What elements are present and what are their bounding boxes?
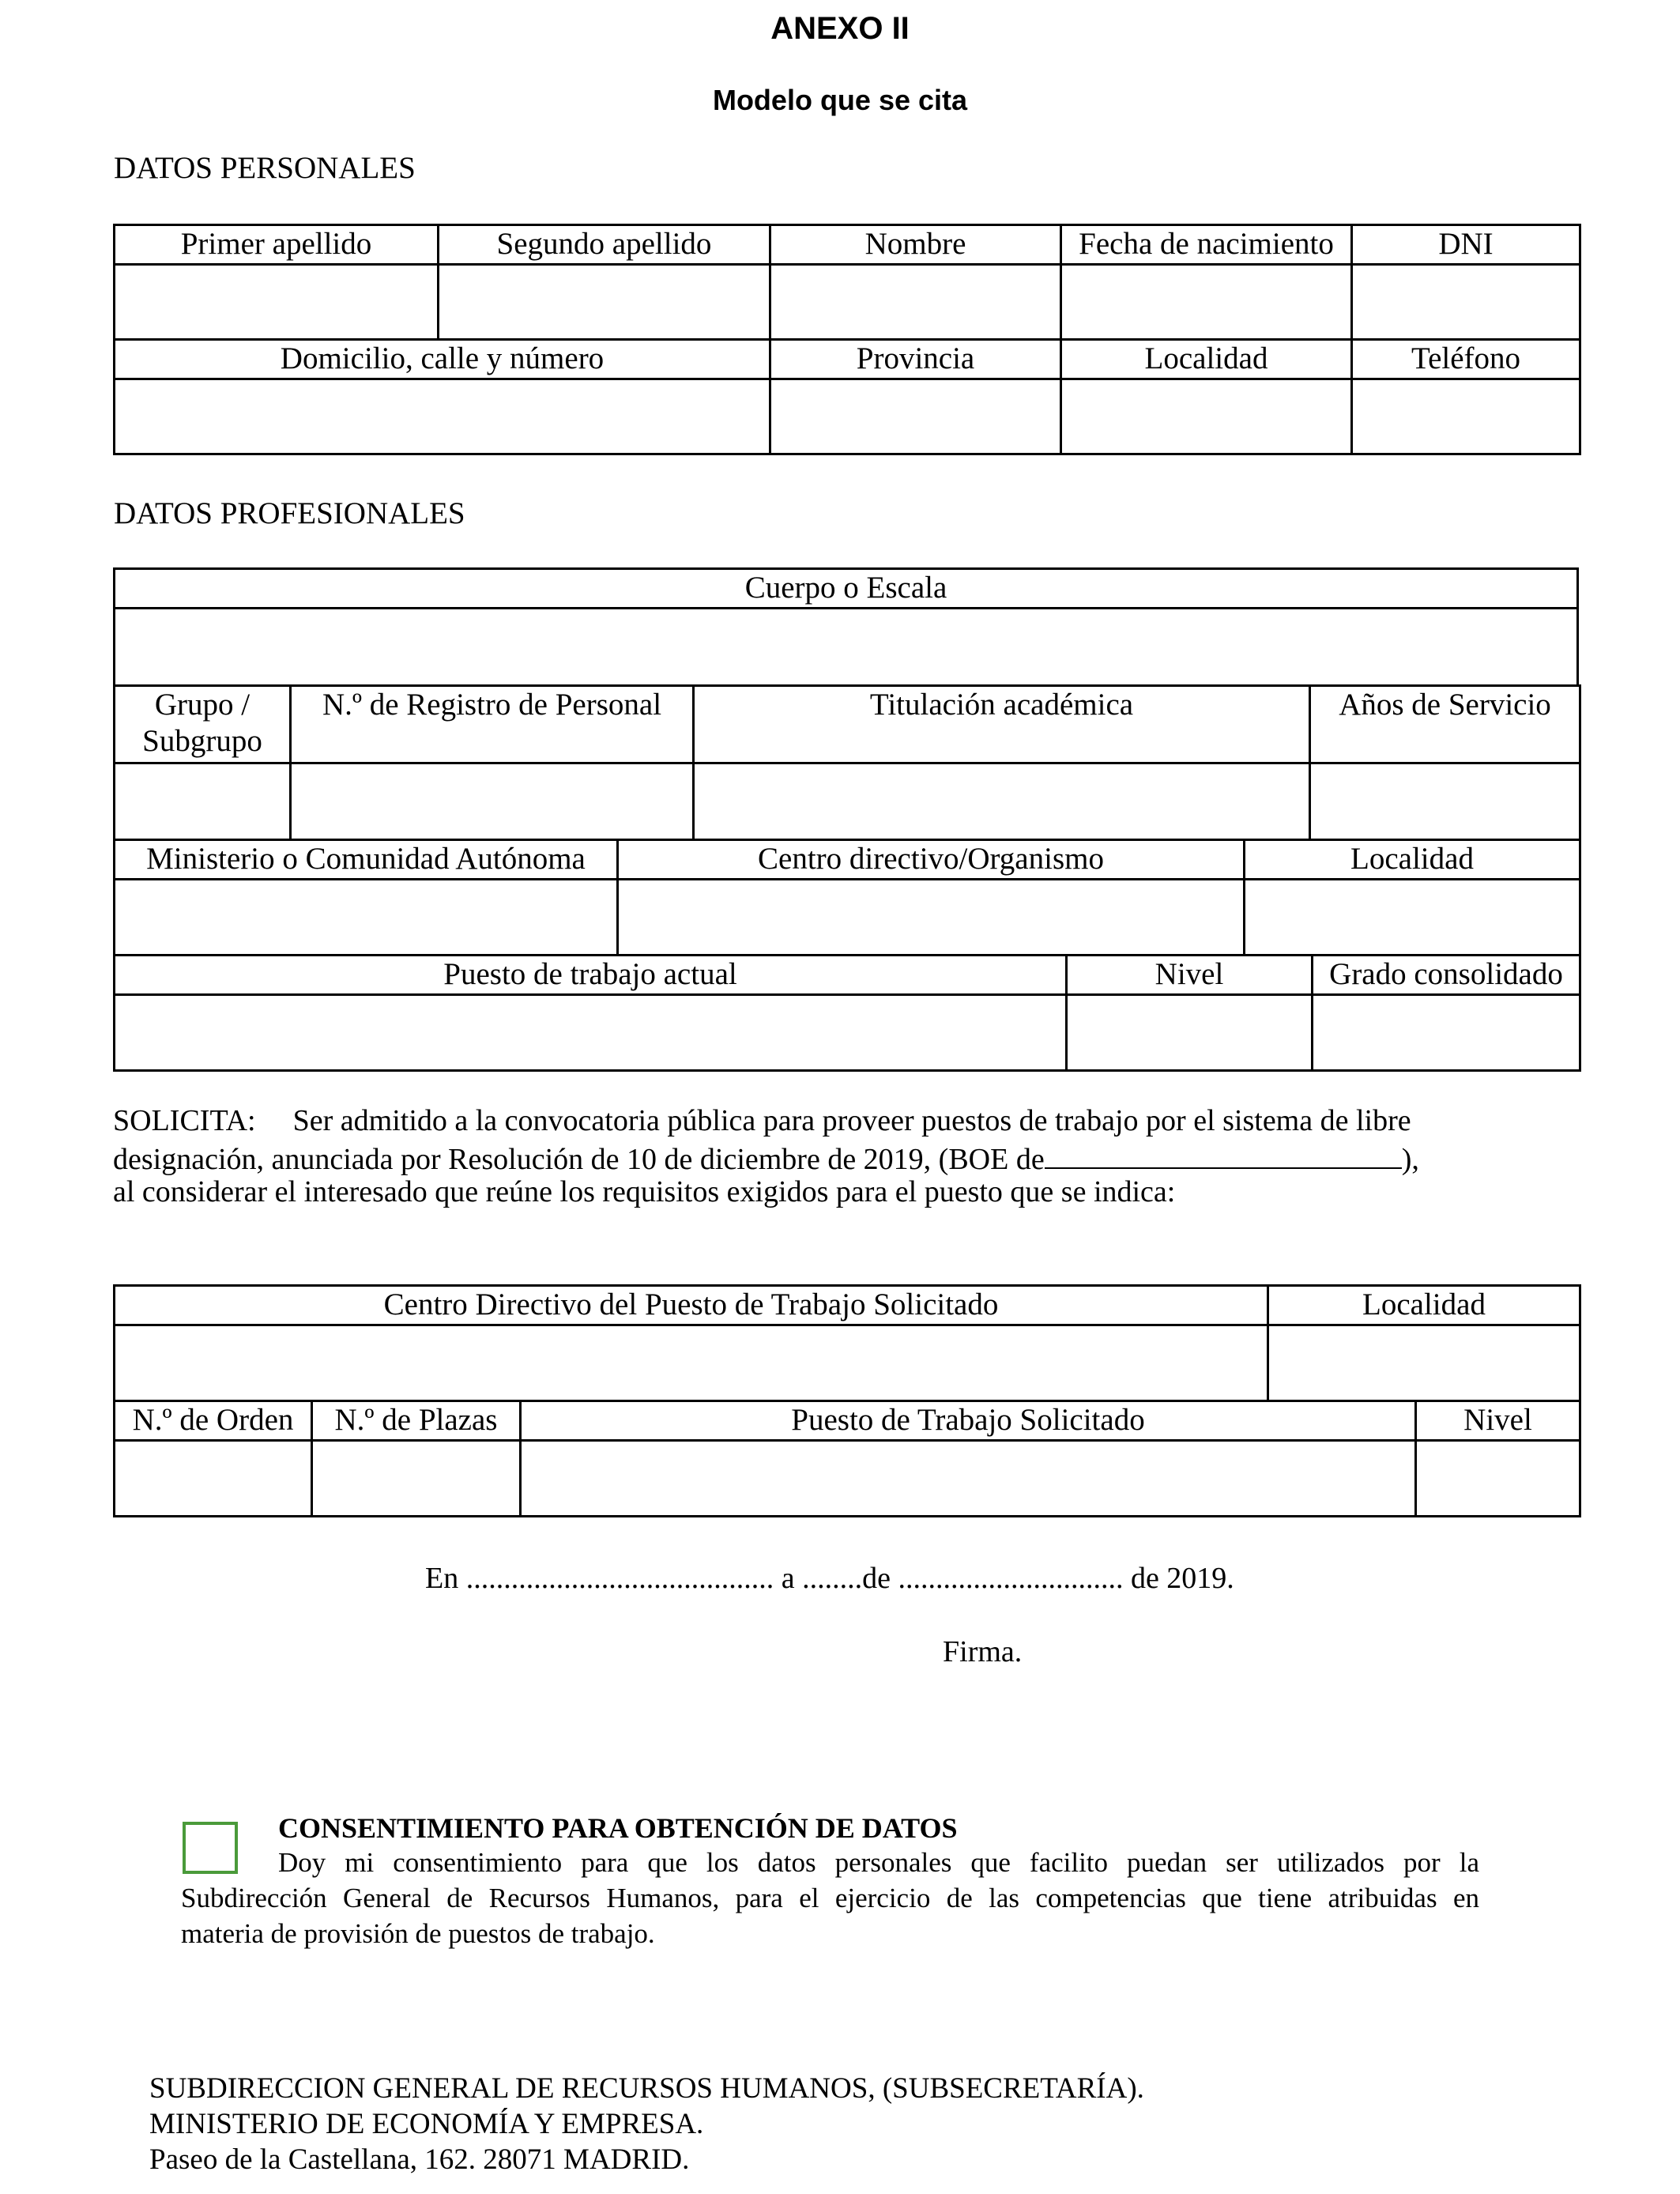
numero-plazas-label: N.º de Plazas: [312, 1401, 521, 1441]
footer-line-3: Paseo de la Castellana, 162. 28071 MADRID.: [149, 2143, 690, 2176]
cuerpo-escala-field[interactable]: [115, 609, 1578, 686]
grado-consolidado-field[interactable]: [1313, 995, 1580, 1071]
firma-label: Firma.: [943, 1635, 1023, 1668]
date-line: En ......................................... a ........de .............................. de 2019.: [425, 1562, 1234, 1595]
solicita-text-3: al considerar el interesado que reúne los requisitos exigidos para el puesto que se indica:: [113, 1175, 1176, 1208]
ministerio-label: Ministerio o Comunidad Autónoma: [115, 840, 618, 880]
grupo-subgrupo-label: Grupo / Subgrupo: [115, 686, 291, 763]
puesto-actual-label: Puesto de trabajo actual: [115, 956, 1067, 995]
cuerpo-table: [113, 567, 1579, 687]
registro-personal-label: N.º de Registro de Personal: [291, 686, 694, 763]
telefono-label: Teléfono: [1352, 340, 1580, 379]
nivel-label: Nivel: [1067, 956, 1313, 995]
primer-apellido-field[interactable]: [115, 265, 439, 340]
titulacion-label: Titulación académica: [694, 686, 1310, 763]
centro-solicitado-field[interactable]: [115, 1325, 1268, 1401]
footer-line-2: MINISTERIO DE ECONOMÍA Y EMPRESA.: [149, 2108, 704, 2140]
anos-servicio-field[interactable]: [1310, 763, 1580, 840]
fecha-nacimiento-label: Fecha de nacimiento: [1061, 225, 1352, 265]
nivel-solicitado-field[interactable]: [1416, 1441, 1580, 1517]
ministerio-table: [113, 839, 1581, 956]
numero-orden-field[interactable]: [115, 1441, 312, 1517]
domicilio-label: Domicilio, calle y número: [115, 340, 770, 379]
anos-servicio-label: Años de Servicio: [1310, 686, 1580, 763]
numero-plazas-field[interactable]: [312, 1441, 521, 1517]
consent-line-1: Doy mi consentimiento para que los datos personales que facilito puedan ser utilizados por la: [278, 1847, 1479, 1878]
annex-subtitle: Modelo que se cita: [712, 84, 968, 116]
centro-directivo-label: Centro directivo/Organismo: [618, 840, 1245, 880]
nivel-field[interactable]: [1067, 995, 1313, 1071]
titulacion-field[interactable]: [694, 763, 1310, 840]
footer-line-1: SUBDIRECCION GENERAL DE RECURSOS HUMANOS, (SUBSECRETARÍA).: [149, 2072, 1144, 2105]
domicilio-field[interactable]: [115, 379, 770, 454]
dni-field[interactable]: [1352, 265, 1580, 340]
dni-label: DNI: [1352, 225, 1580, 265]
grado-consolidado-label: Grado consolidado: [1313, 956, 1580, 995]
consent-line-2: Subdirección General de Recursos Humanos, para el ejercicio de las competencias que tiene atribuidas en: [181, 1883, 1479, 1913]
solicita-text-1: Ser admitido a la convocatoria pública para proveer puestos de trabajo por el sistema de libre: [292, 1104, 1411, 1137]
registro-personal-field[interactable]: [291, 763, 694, 840]
personal-data-table: [113, 224, 1581, 455]
nombre-label: Nombre: [770, 225, 1061, 265]
puesto-solicitado-field[interactable]: [521, 1441, 1416, 1517]
grupo-subgrupo-field[interactable]: [115, 763, 291, 840]
puesto-solicitado-table: [113, 1400, 1581, 1517]
centro-solicitado-label: Centro Directivo del Puesto de Trabajo Solicitado: [115, 1286, 1268, 1325]
puesto-actual-field[interactable]: [115, 995, 1067, 1071]
grupo-table: [113, 684, 1581, 841]
segundo-apellido-label: Segundo apellido: [439, 225, 770, 265]
numero-orden-label: N.º de Orden: [115, 1401, 312, 1441]
nivel-solicitado-label: Nivel: [1416, 1401, 1580, 1441]
consent-title: CONSENTIMIENTO PARA OBTENCIÓN DE DATOS: [278, 1812, 958, 1844]
localidad-solicitada-field[interactable]: [1268, 1325, 1580, 1401]
provincia-field[interactable]: [770, 379, 1061, 454]
professional-section-title: DATOS PROFESIONALES: [114, 496, 465, 530]
puesto-solicitado-label: Puesto de Trabajo Solicitado: [521, 1401, 1416, 1441]
consent-checkbox[interactable]: [183, 1822, 238, 1874]
localidad-label: Localidad: [1061, 340, 1352, 379]
solicita-text-2: designación, anunciada por Resolución de 10 de diciembre de 2019, (BOE de: [113, 1143, 1045, 1176]
puesto-actual-table: [113, 954, 1581, 1072]
primer-apellido-label: Primer apellido: [115, 225, 439, 265]
solicita-line-1: [113, 1103, 1579, 1139]
personal-section-title: DATOS PERSONALES: [114, 151, 416, 185]
solicita-text-2-suffix: ),: [1401, 1143, 1419, 1176]
annex-title: ANEXO II: [770, 11, 910, 46]
localidad-prof-label: Localidad: [1245, 840, 1580, 880]
fecha-nacimiento-field[interactable]: [1061, 265, 1352, 340]
consent-line-3: materia de provisión de puestos de trabajo.: [181, 1918, 655, 1949]
nombre-field[interactable]: [770, 265, 1061, 340]
centro-directivo-field[interactable]: [618, 880, 1245, 956]
localidad-solicitada-label: Localidad: [1268, 1286, 1580, 1325]
solicita-label: SOLICITA:: [113, 1104, 256, 1137]
localidad-field[interactable]: [1061, 379, 1352, 454]
boe-date-field[interactable]: [1045, 1139, 1402, 1169]
provincia-label: Provincia: [770, 340, 1061, 379]
localidad-prof-field[interactable]: [1245, 880, 1580, 956]
telefono-field[interactable]: [1352, 379, 1580, 454]
centro-solicitado-table: [113, 1284, 1581, 1402]
cuerpo-escala-label: Cuerpo o Escala: [115, 569, 1578, 609]
segundo-apellido-field[interactable]: [439, 265, 770, 340]
ministerio-field[interactable]: [115, 880, 618, 956]
solicita-line-2: [113, 1139, 1419, 1178]
